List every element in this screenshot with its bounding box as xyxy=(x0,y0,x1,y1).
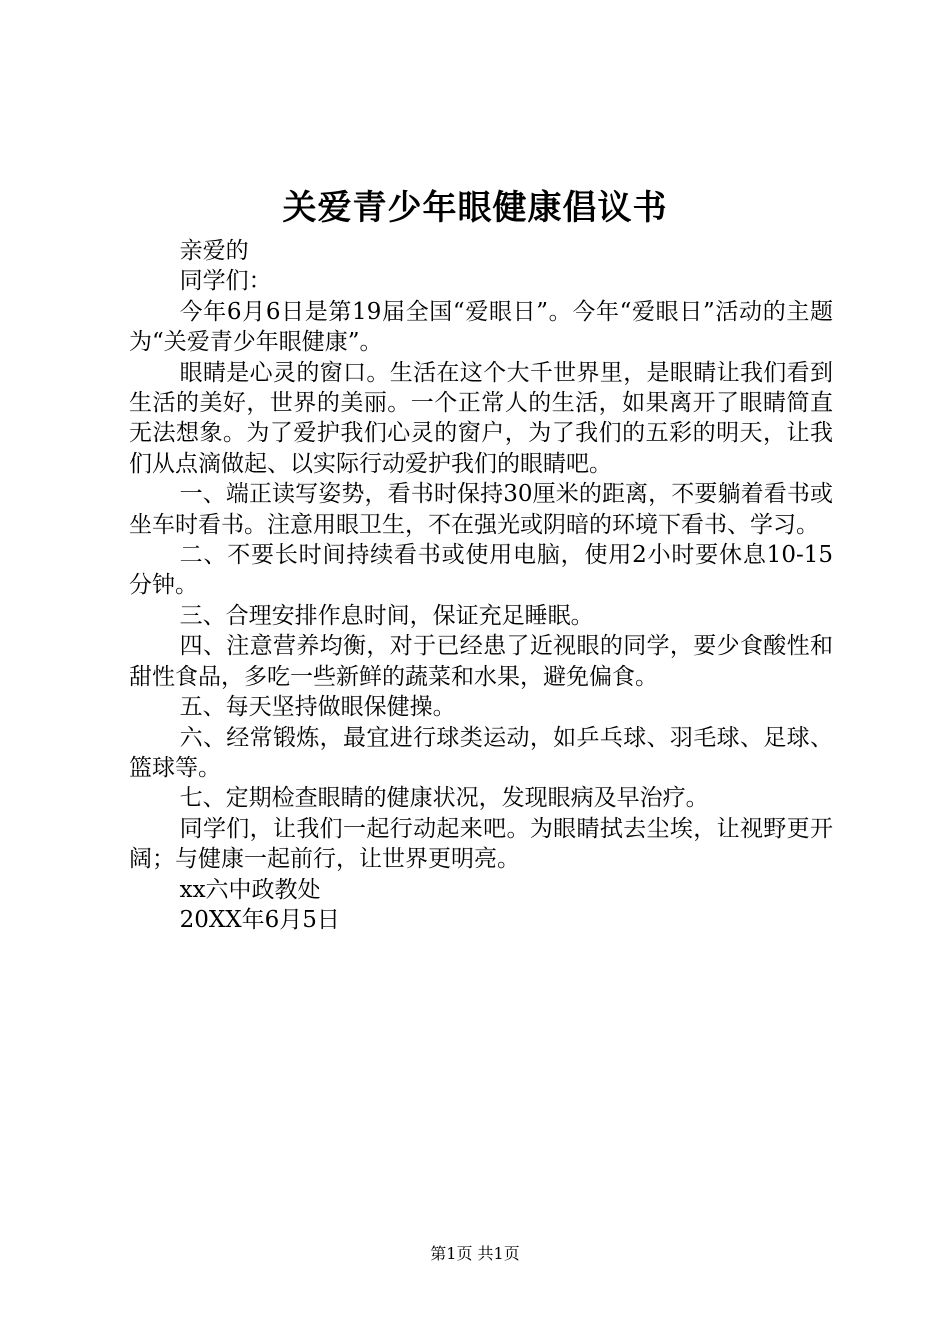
paragraph-eyes: 眼睛是心灵的窗口。生活在这个大千世界里，是眼睛让我们看到生活的美好，世界的美丽。一个正常人的生活，如果离开了眼睛简直无法想象。为了爱护我们心灵的窗户，为了我们的五彩的明天，让我们从点滴做起、以实际行动爱护我们的眼睛吧。 xyxy=(129,359,833,477)
paragraph-item-4: 四、注意营养均衡，对于已经患了近视眼的同学，要少食酸性和甜性食品，多吃一些新鲜的蔬菜和水果，避免偏食。 xyxy=(129,633,833,690)
paragraph-item-2: 二、不要长时间持续看书或使用电脑，使用2小时要休息10-15分钟。 xyxy=(129,542,833,599)
document-title: 关爱青少年眼健康倡议书 xyxy=(282,188,668,228)
paragraph-item-7: 七、定期检查眼睛的健康状况，发现眼病及早治疗。 xyxy=(179,785,709,812)
salutation-line-1: 亲爱的 xyxy=(179,238,249,264)
paragraph-item-1: 一、端正读写姿势，看书时保持30厘米的距离，不要躺着看书或坐车时看书。注意用眼卫生，不在强光或阴暗的环境下看书、学习。 xyxy=(129,481,833,538)
paragraph-item-3: 三、合理安排作息时间，保证充足睡眠。 xyxy=(179,602,594,629)
paragraph-closing: 同学们，让我们一起行动起来吧。为眼睛拭去尘埃，让视野更开阔；与健康一起前行，让世界更明亮。 xyxy=(129,815,833,873)
page-number: 第1页 共1页 xyxy=(430,1244,520,1263)
signature-date: 20XX年6月5日 xyxy=(179,906,340,933)
document-body xyxy=(129,236,833,935)
salutation-line-2: 同学们： xyxy=(179,268,272,295)
paragraph-item-5: 五、每天坚持做眼保健操。 xyxy=(179,694,456,721)
paragraph-intro: 今年6月6日是第19届全国“爱眼日”。今年“爱眼日”活动的主题为“关爱青少年眼健康”。 xyxy=(129,298,833,356)
paragraph-item-6: 六、经常锻炼，最宜进行球类运动，如乒乓球、羽毛球、足球、篮球等。 xyxy=(129,724,833,781)
signature-org: xx六中政教处 xyxy=(179,876,321,903)
